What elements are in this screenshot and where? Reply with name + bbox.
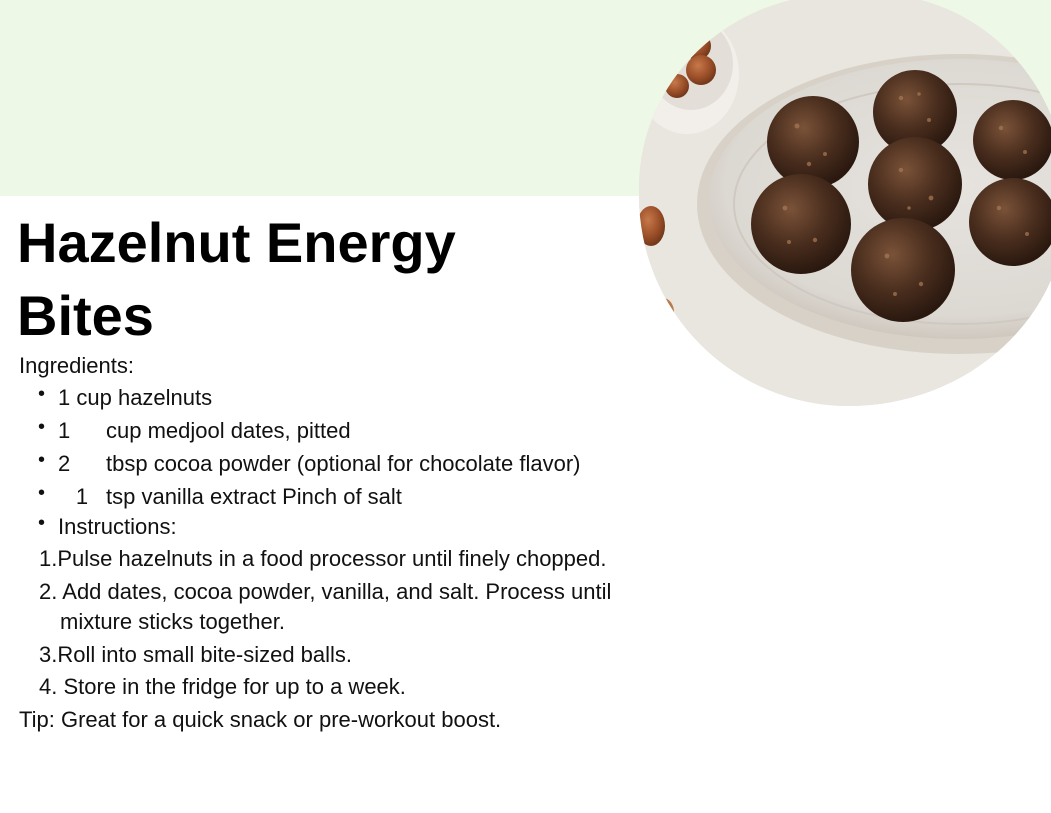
step-number: 2. bbox=[39, 579, 58, 604]
ingredient-item bbox=[58, 385, 212, 411]
instruction-step bbox=[39, 546, 606, 572]
step-text: Pulse hazelnuts in a food processor until finely chopped. bbox=[57, 546, 607, 571]
ingredient-text: tsp vanilla extract Pinch of salt bbox=[106, 484, 402, 509]
recipe-title: Hazelnut Energy Bites bbox=[17, 211, 456, 347]
ingredient-text: cup hazelnuts bbox=[76, 385, 213, 410]
step-number: 4. bbox=[39, 674, 58, 699]
ingredients-heading: Ingredients: bbox=[19, 353, 134, 378]
instruction-step bbox=[39, 579, 611, 605]
instruction-step bbox=[39, 642, 352, 668]
instructions-heading: • Instructions: bbox=[58, 514, 177, 540]
step-text: Store in the fridge for up to a week. bbox=[63, 674, 406, 699]
energy-bites-photo bbox=[639, 0, 1051, 406]
ingredient-item bbox=[58, 484, 402, 510]
ingredient-qty: 1 bbox=[75, 484, 89, 509]
step-text-continued: mixture sticks together. bbox=[60, 609, 285, 634]
ingredient-text: cup medjool dates, pitted bbox=[106, 418, 351, 443]
step-number: 1. bbox=[39, 546, 58, 571]
step-text: Roll into small bite-sized balls. bbox=[57, 642, 353, 667]
step-text: Add dates, cocoa powder, vanilla, and salt. Process until bbox=[62, 579, 612, 604]
ingredient-item bbox=[58, 451, 580, 477]
ingredient-qty: 1 bbox=[58, 418, 71, 443]
ingredient-item bbox=[58, 418, 351, 444]
instruction-step bbox=[39, 674, 406, 700]
tip-text: Tip: Great for a quick snack or pre-workout boost. bbox=[19, 707, 502, 732]
step-number: 3. bbox=[39, 642, 58, 667]
ingredient-qty: 2 bbox=[58, 451, 71, 476]
ingredient-text: tbsp cocoa powder (optional for chocolate flavor) bbox=[106, 451, 581, 476]
ingredient-qty: 1 bbox=[58, 385, 71, 410]
